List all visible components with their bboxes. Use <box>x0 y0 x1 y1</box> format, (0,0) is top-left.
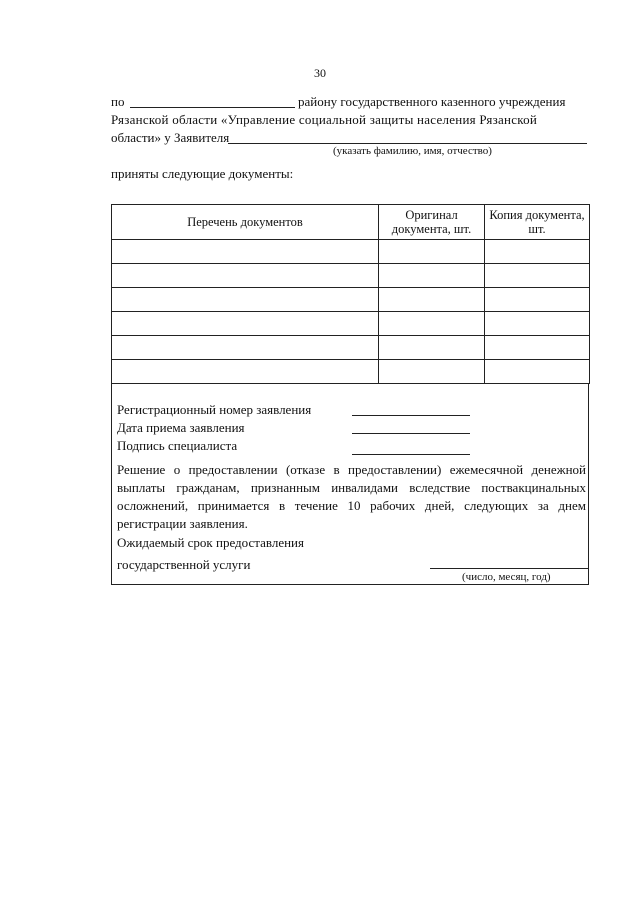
intro-line3: области» у Заявителя <box>111 130 230 145</box>
expected-date-hint: (число, месяц, год) <box>462 571 551 583</box>
table-cell <box>112 312 379 336</box>
reg-number-line <box>352 415 470 416</box>
table-cell <box>485 336 590 360</box>
table-row <box>112 264 590 288</box>
decision-text-line: выплаты гражданам, признанным инвалидами вследствие поствакцинальных <box>117 480 586 495</box>
header-documents-list: Перечень документов <box>112 205 379 240</box>
table-cell <box>485 360 590 384</box>
table-cell <box>112 240 379 264</box>
public-service-label: государственной услуги <box>117 557 251 572</box>
header-original-count: Оригинал документа, шт. <box>379 205 485 240</box>
header-copy-count: Копия документа, шт. <box>485 205 590 240</box>
table-cell <box>112 360 379 384</box>
table-row <box>112 288 590 312</box>
table-cell <box>485 264 590 288</box>
table-header-row <box>112 205 590 240</box>
date-received-line <box>352 433 470 434</box>
intro-line1-right: району государственного казенного учреждения <box>298 94 566 109</box>
date-received-label: Дата приема заявления <box>117 420 245 435</box>
table-cell <box>379 360 485 384</box>
expected-date-line <box>430 568 588 569</box>
table-cell <box>485 240 590 264</box>
table-cell <box>379 240 485 264</box>
page-number: 30 <box>314 66 326 80</box>
table-cell <box>485 312 590 336</box>
table-row <box>112 240 590 264</box>
decision-text-line: Решение о предоставлении (отказе в предоставлении) ежемесячной денежной <box>117 462 586 477</box>
district-blank-line <box>130 107 295 108</box>
table-cell <box>485 288 590 312</box>
documents-table <box>111 204 590 384</box>
table-row <box>112 312 590 336</box>
registration-box <box>111 384 589 585</box>
table-row <box>112 336 590 360</box>
intro-line2: Рязанской области «Управление социальной защиты населения Рязанской <box>111 112 538 127</box>
table-cell <box>379 312 485 336</box>
table-cell <box>379 288 485 312</box>
decision-text-last: регистрации заявления. <box>117 516 248 531</box>
specialist-signature-label: Подпись специалиста <box>117 438 238 453</box>
expected-term-label: Ожидаемый срок предоставления <box>117 535 304 550</box>
accepted-documents-text: приняты следующие документы: <box>111 166 294 181</box>
signature-line <box>352 454 470 455</box>
table-cell <box>112 288 379 312</box>
applicant-hint: (указать фамилию, имя, отчество) <box>333 145 492 157</box>
table-cell <box>379 264 485 288</box>
table-cell <box>379 336 485 360</box>
intro-po: по <box>111 94 125 109</box>
table-cell <box>112 336 379 360</box>
table-cell <box>112 264 379 288</box>
reg-number-label: Регистрационный номер заявления <box>117 402 312 417</box>
table-row <box>112 360 590 384</box>
decision-text-line: осложнений, принимается в течение 10 рабочих дней, следующих за днем <box>117 498 586 513</box>
